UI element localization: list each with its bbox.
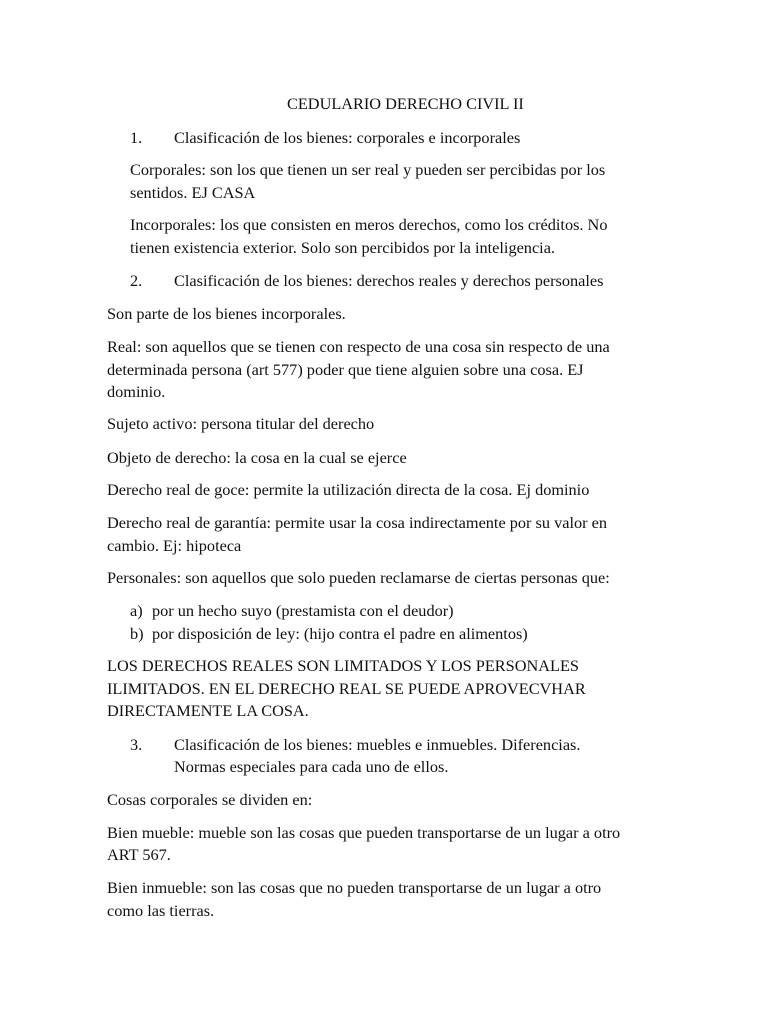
paragraph-inmueble-line-2: como las tierras. <box>107 901 215 920</box>
paragraph-real-line-3: dominio. <box>107 382 166 401</box>
corporales-line-1: Corporales: son los que tienen un ser real y pueden ser percibidas por los <box>130 160 606 179</box>
item-1-number: 1. <box>130 128 143 147</box>
item-3-heading-line-2: Normas especiales para cada uno de ellos. <box>174 757 449 776</box>
list-item-a: por un hecho suyo (prestamista con el deudor) <box>152 601 454 620</box>
paragraph-personales: Personales: son aquellos que solo pueden reclamarse de ciertas personas que: <box>107 568 610 587</box>
item-3-heading-line-1: Clasificación de los bienes: muebles e inmuebles. Diferencias. <box>174 735 581 754</box>
paragraph-objeto: Objeto de derecho: la cosa en la cual se ejerce <box>107 448 407 467</box>
item-1-heading: Clasificación de los bienes: corporales e incorporales <box>174 128 521 147</box>
corporales-line-2: sentidos. EJ CASA <box>130 183 256 202</box>
item-3-number: 3. <box>130 735 143 754</box>
paragraph-parte: Son parte de los bienes incorporales. <box>107 304 346 323</box>
page-title: CEDULARIO DERECHO CIVIL II <box>287 94 524 113</box>
caps-line-3: DIRECTAMENTE LA COSA. <box>107 701 309 720</box>
paragraph-garantia-line-1: Derecho real de garantía: permite usar la cosa indirectamente por su valor en <box>107 513 607 532</box>
paragraph-inmueble-line-1: Bien inmueble: son las cosas que no pueden transportarse de un lugar a otro <box>107 878 602 897</box>
paragraph-garantia-line-2: cambio. Ej: hipoteca <box>107 536 242 555</box>
paragraph-real-line-1: Real: son aquellos que se tienen con respecto de una cosa sin respecto de una <box>107 337 610 356</box>
paragraph-mueble-line-1: Bien mueble: mueble son las cosas que pueden transportarse de un lugar a otro <box>107 823 621 842</box>
paragraph-cosas: Cosas corporales se dividen en: <box>107 790 313 809</box>
paragraph-mueble-line-2: ART 567. <box>107 845 171 864</box>
list-item-b-marker: b) <box>130 624 144 643</box>
item-2-number: 2. <box>130 271 143 290</box>
caps-line-2: ILIMITADOS. EN EL DERECHO REAL SE PUEDE APROVECVHAR <box>107 679 586 698</box>
list-item-a-marker: a) <box>130 601 143 620</box>
caps-line-1: LOS DERECHOS REALES SON LIMITADOS Y LOS PERSONALES <box>107 656 579 675</box>
list-item-b: por disposición de ley: (hijo contra el padre en alimentos) <box>152 624 528 643</box>
paragraph-sujeto: Sujeto activo: persona titular del derecho <box>107 414 375 433</box>
incorporales-line-2: tienen existencia exterior. Solo son percibidos por la inteligencia. <box>130 238 555 257</box>
incorporales-line-1: Incorporales: los que consisten en meros derechos, como los créditos. No <box>130 215 608 234</box>
paragraph-goce: Derecho real de goce: permite la utilización directa de la cosa. Ej dominio <box>107 480 590 499</box>
item-2-heading: Clasificación de los bienes: derechos reales y derechos personales <box>174 271 604 290</box>
paragraph-real-line-2: determinada persona (art 577) poder que tiene alguien sobre una cosa. EJ <box>107 360 584 379</box>
